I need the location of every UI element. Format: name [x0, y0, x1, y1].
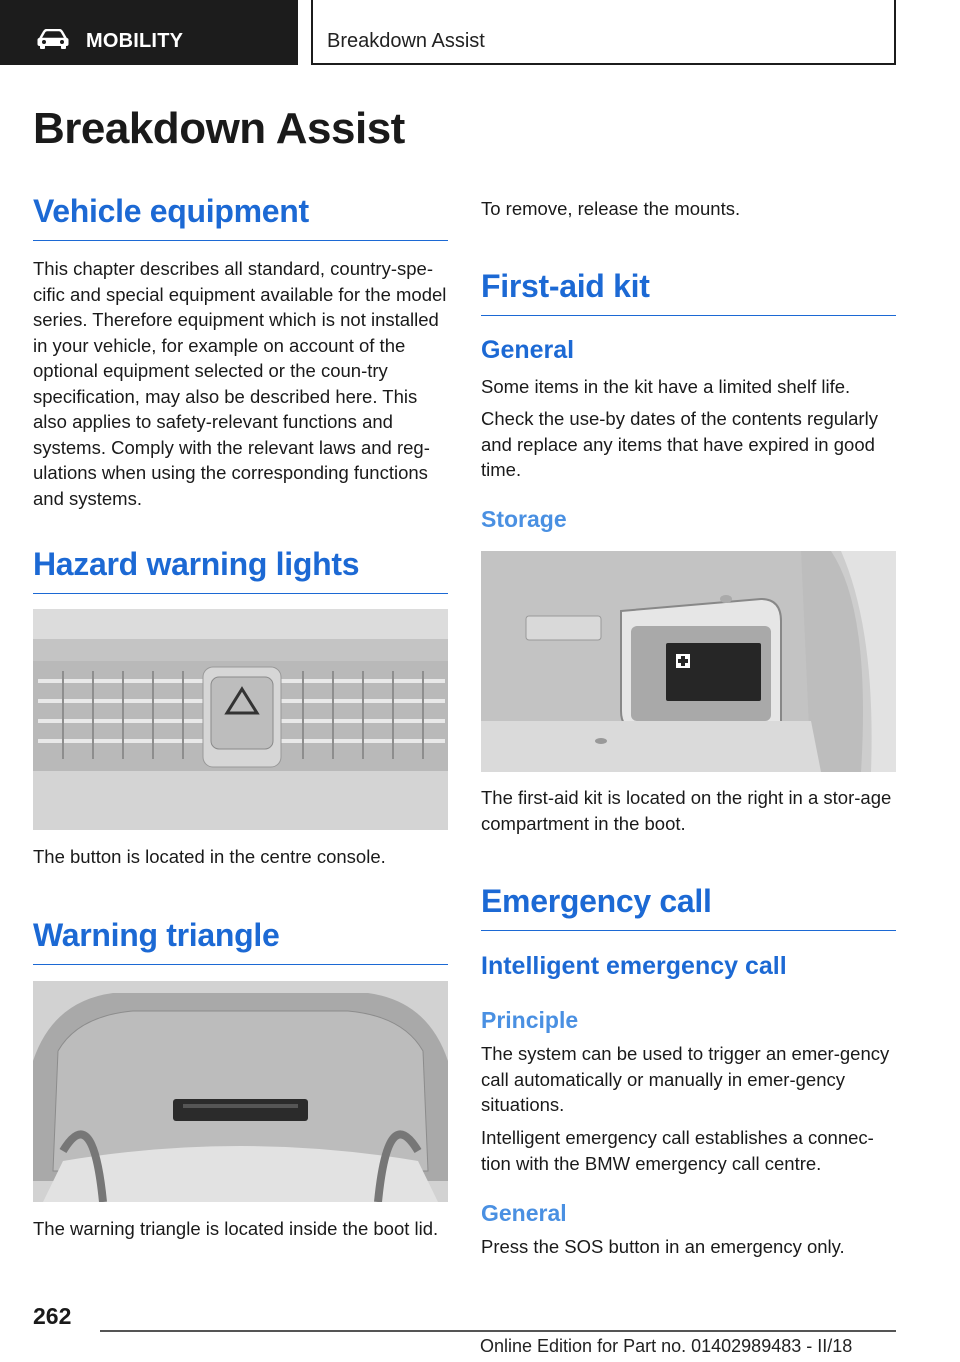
heading-hazard-warning-lights: Hazard warning lights — [33, 546, 448, 594]
heading-first-aid-kit: First-aid kit — [481, 268, 896, 316]
hazard-lights-figure — [33, 609, 448, 830]
heading-principle: Principle — [481, 1007, 579, 1033]
edition-text: Online Edition for Part no. 01402989483 - II/18 — [480, 1336, 853, 1356]
remove-mounts-text: To remove, release the mounts. — [481, 198, 741, 219]
breadcrumb-label: Breakdown Assist — [327, 30, 485, 52]
principle-text-2: Intelligent emergency call establishes a connec-tion with the BMW emergency call centre. — [481, 1127, 874, 1174]
section-label: MOBILITY — [86, 30, 184, 52]
warning-triangle-figure — [33, 981, 448, 1202]
page-number: 262 — [33, 1303, 72, 1329]
hazard-caption: The button is located in the centre console. — [33, 846, 386, 867]
heading-warning-triangle: Warning triangle — [33, 917, 448, 965]
warning-triangle-caption: The warning triangle is located inside the boot lid. — [33, 1218, 439, 1239]
breadcrumb — [311, 0, 896, 65]
heading-storage: Storage — [481, 506, 567, 532]
heading-vehicle-equipment: Vehicle equipment — [33, 193, 448, 241]
storage-caption: The first-aid kit is located on the right in a stor-age compartment in the boot. — [481, 787, 892, 834]
heading-intelligent-emergency-call: Intelligent emergency call — [481, 952, 787, 980]
heading-emergency-call: Emergency call — [481, 883, 896, 931]
first-aid-general-text-2: Check the use-by dates of the contents regularly and replace any items that have expired in good time. — [481, 408, 878, 480]
first-aid-general-text-1: Some items in the kit have a limited shelf life. — [481, 376, 851, 397]
vehicle-equipment-text: This chapter describes all standard, country-spe-cific and special equipment available for the model series. Therefore equipment which is not installed in your vehicle, for example on account of the optional equipment selected or the coun-try specification, may also be described here. This also applies to safety-relevant functions and systems. Comply with the relevant laws and reg-ulations when using the corresponding functions and systems. — [33, 258, 447, 509]
heading-first-aid-general: General — [481, 336, 575, 364]
principle-text-1: The system can be used to trigger an emer-gency call automatically or manually in emer-gency situations. — [481, 1043, 890, 1115]
page-title: Breakdown Assist — [33, 104, 405, 153]
footer-divider — [100, 1330, 896, 1332]
emergency-general-text: Press the SOS button in an emergency only. — [481, 1236, 845, 1257]
first-aid-storage-figure — [481, 551, 896, 772]
heading-emergency-general: General — [481, 1200, 567, 1226]
header-section-tab — [0, 0, 298, 65]
car-icon — [36, 29, 70, 49]
